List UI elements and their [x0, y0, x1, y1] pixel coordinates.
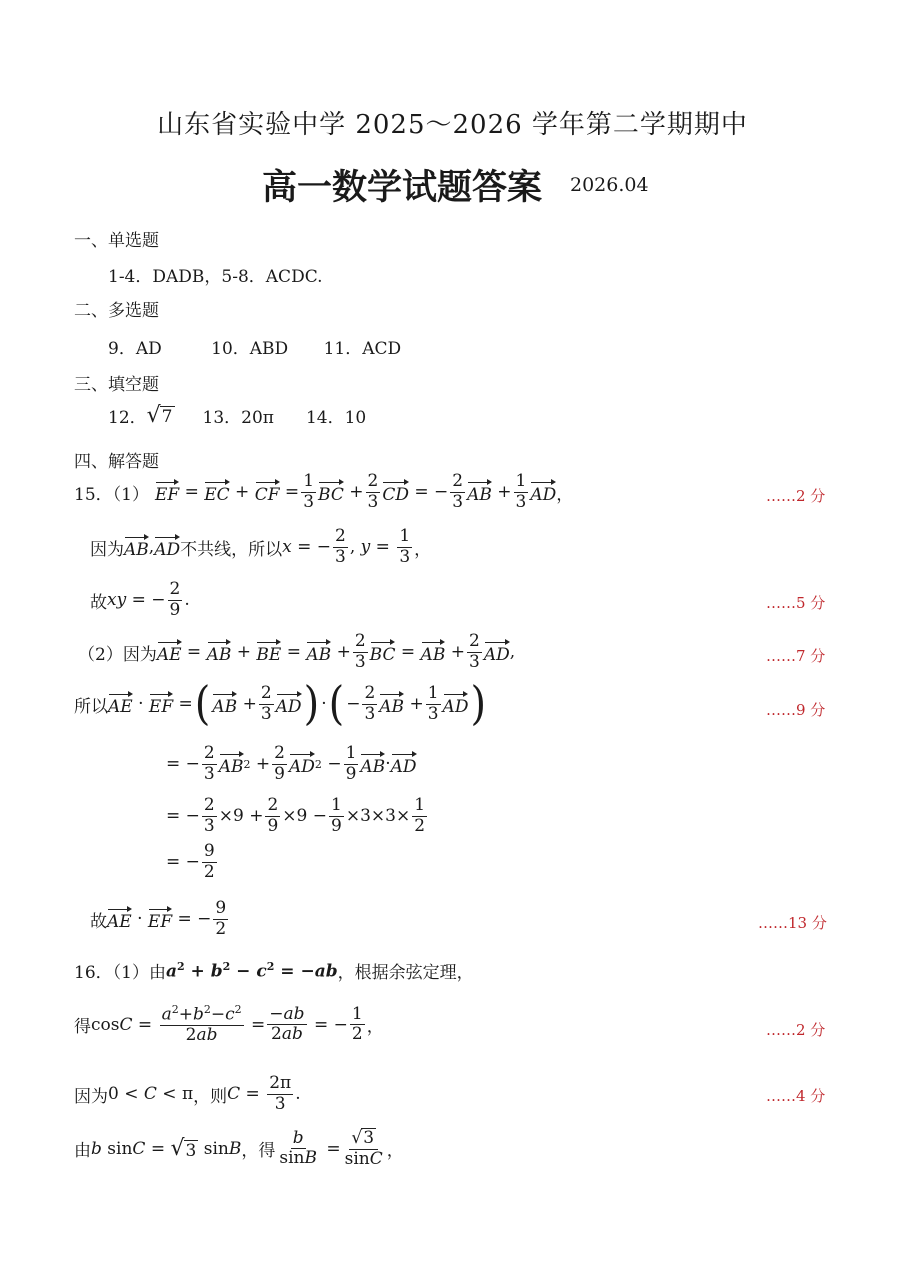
- q15-line7: = − $\frac{2}{3}$ ×9 + $\frac{2}{9}$ ×9 − $\frac{1}{9}$ ×3×3× $\frac{1}{2}$: [166, 795, 426, 836]
- multi-choice-answers: [108, 334, 401, 359]
- answer-q12-label: 12．: [108, 408, 147, 428]
- section-solutions: 四、解答题: [74, 452, 159, 472]
- score-q15-1: ……2 分: [766, 487, 826, 505]
- q15-line8: = − $\frac{9}{2}$: [166, 841, 215, 882]
- sqrt-symbol: √7: [146, 403, 173, 428]
- q16-line2: 得 cos C = $\frac{a^2+b^2-c^2}{2ab}$ = $\frac{-ab}{2ab}$ = − $\frac{1}{2}$ ，: [74, 1003, 384, 1046]
- answer-q11: 11．ACD: [323, 339, 402, 359]
- score-q15-4: ……9 分: [766, 701, 826, 719]
- q16-line1: 16．（1）由 $a^2 + b^2 - c^2 = -ab$ ，根据余弦定理，: [74, 959, 474, 983]
- answer-q13: 13．20π: [202, 408, 274, 428]
- single-choice-answers: 1-4．DADB，5-8．ACDC.: [108, 267, 323, 287]
- q15-line2: 因为 AB , AD 不共线，所以 x = − $\frac{2}{3}$ , y = $\frac{1}{3}$ ，: [90, 526, 432, 567]
- q15-line2-prefix: 因为: [90, 539, 124, 560]
- q16-sine-prefix: 由: [74, 1141, 91, 1162]
- q16-line4: 由 b sin C = √ 3 sin B ，得 $\frac{b}{\sin B}$ = √ 3 sinC ，: [74, 1127, 404, 1169]
- q16-label: 16．（1）由: [74, 963, 166, 983]
- q15-part2-prefix: （2）因为: [78, 644, 157, 665]
- score-q15-3: ……7 分: [766, 647, 826, 665]
- q16-label-tail: ，根据余弦定理，: [337, 963, 474, 983]
- q15-line1: 15．（1） EF = EC + CF = $\frac{1}{3}$ BC + $\frac{2}{3}$ CD = − $\frac{2}{3}$ AB + $\frac{1}{3}$ AD ，: [74, 471, 574, 512]
- q16-line3: 因为 0 < C < π ，则 C = $\frac{2\pi}{3}$ .: [74, 1073, 301, 1114]
- section-multi-choice: 二、多选题: [74, 301, 159, 321]
- q15-line3-prefix: 故: [90, 592, 107, 613]
- q16-sine-mid: ，得: [241, 1141, 276, 1162]
- score-q15-5: ……13 分: [758, 914, 827, 932]
- score-q16-1: ……2 分: [766, 1021, 826, 1039]
- section-fill-blank: 三、填空题: [74, 375, 159, 395]
- answer-q14: 14．10: [305, 408, 367, 428]
- score-q15-2: ……5 分: [766, 594, 826, 612]
- q15-final-prefix: 故: [90, 911, 107, 932]
- section-single-choice: 一、单选题: [74, 231, 159, 251]
- q15-line5-prefix: 所以: [74, 696, 108, 717]
- school-header: 山东省实验中学 2025～2026 学年第二学期期中: [157, 110, 748, 140]
- q15-line3: 故 xy = − $\frac{2}{9}$ .: [90, 579, 190, 620]
- q16-range-mid: ，则: [193, 1086, 228, 1107]
- q15-line4: （2）因为 AE = AB + BE = AB + $\frac{2}{3}$ BC = AB + $\frac{2}{3}$ AD ,: [78, 631, 516, 672]
- fill-answers: [108, 403, 366, 428]
- answer-q12-value: 7: [161, 407, 173, 427]
- answer-q10: 10．ABD: [211, 339, 289, 359]
- q16-cos-prefix: 得: [74, 1017, 91, 1038]
- score-q16-2: ……4 分: [766, 1087, 826, 1105]
- q15-label: 15．（1）: [74, 484, 149, 505]
- page-title: 高一数学试题答案: [262, 168, 543, 208]
- q15-line6: = − $\frac{2}{3}$ AB 2 + $\frac{2}{9}$ AD 2 − $\frac{1}{9}$ AB · AD: [166, 743, 417, 784]
- q15-line2-mid: 不共线，所以: [180, 539, 283, 560]
- q16-range-prefix: 因为: [74, 1086, 108, 1107]
- exam-date: 2026.04: [570, 174, 649, 196]
- answer-q9: 9．AD: [108, 339, 162, 359]
- q15-line9: 故 AE · EF = − $\frac{9}{2}$: [90, 898, 227, 939]
- q15-line5: 所以 AE · EF = ( AB + $\frac{2}{3}$ AD ) · ( − $\frac{2}{3}$ AB + $\frac{1}{3}$ AD ): [74, 677, 487, 731]
